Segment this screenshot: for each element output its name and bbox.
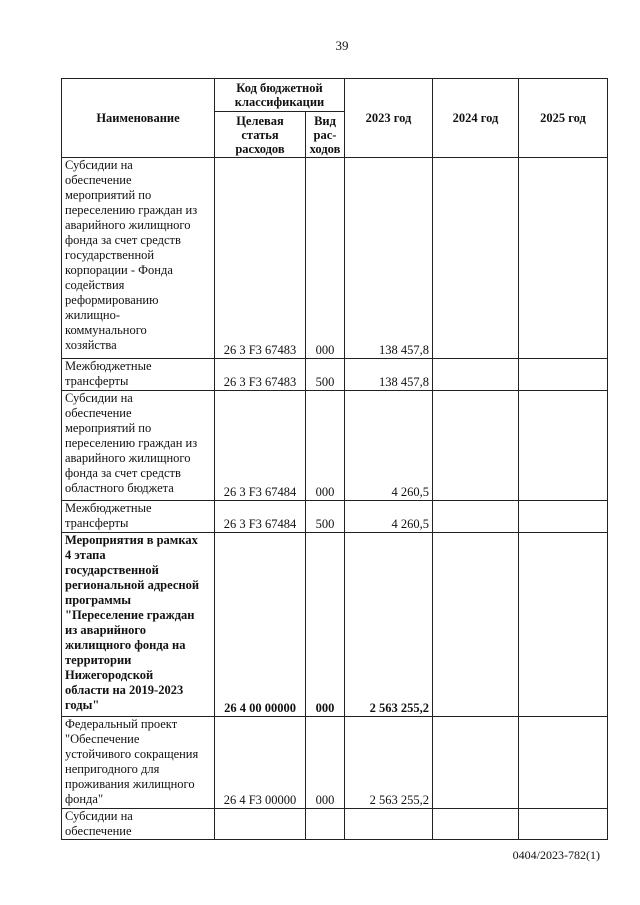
row-target-code: 26 3 F3 67484 bbox=[215, 391, 306, 501]
row-target-code: 26 3 F3 67484 bbox=[215, 501, 306, 533]
row-value-2024 bbox=[433, 717, 519, 809]
row-value-2023: 2 563 255,2 bbox=[345, 533, 433, 717]
row-value-2024 bbox=[433, 501, 519, 533]
row-value-2023: 4 260,5 bbox=[345, 391, 433, 501]
row-value-2025 bbox=[519, 809, 608, 840]
row-name: Межбюджетные трансферты bbox=[62, 359, 215, 391]
row-value-2025 bbox=[519, 717, 608, 809]
row-value-2024 bbox=[433, 391, 519, 501]
row-name: Субсидии на обеспечение мероприятий по переселению граждан из аварийного жилищного фонда за счет средств государственной корпорации - Фонда содействия реформированию жилищно- коммунального хозяйства bbox=[62, 158, 215, 359]
row-value-2025 bbox=[519, 391, 608, 501]
header-row-top bbox=[62, 79, 608, 112]
page-number: 39 bbox=[335, 38, 349, 53]
row-value-2025 bbox=[519, 158, 608, 359]
table-row bbox=[62, 158, 608, 359]
row-expense-type bbox=[306, 809, 345, 840]
row-value-2025 bbox=[519, 501, 608, 533]
row-target-code: 26 4 00 00000 bbox=[215, 533, 306, 717]
row-value-2024 bbox=[433, 359, 519, 391]
header-code-group: Код бюджетной классификации bbox=[215, 79, 345, 112]
row-target-code: 26 3 F3 67483 bbox=[215, 158, 306, 359]
row-value-2023: 138 457,8 bbox=[345, 359, 433, 391]
row-value-2024 bbox=[433, 158, 519, 359]
row-name: Межбюджетные трансферты bbox=[62, 501, 215, 533]
document-code: 0404/2023-782(1) bbox=[512, 848, 600, 862]
row-expense-type: 000 bbox=[306, 391, 345, 501]
header-2025: 2025 год bbox=[519, 79, 608, 158]
header-2024: 2024 год bbox=[433, 79, 519, 158]
row-value-2023 bbox=[345, 809, 433, 840]
row-name: Субсидии на обеспечение мероприятий по переселению граждан из аварийного жилищного фонда за счет средств областного бюджета bbox=[62, 391, 215, 501]
row-target-code: 26 3 F3 67483 bbox=[215, 359, 306, 391]
row-expense-type: 000 bbox=[306, 158, 345, 359]
row-value-2023: 4 260,5 bbox=[345, 501, 433, 533]
header-expense-type: Вид рас-ходов bbox=[306, 112, 345, 158]
header-name: Наименование bbox=[62, 79, 215, 158]
table-row bbox=[62, 501, 608, 533]
table-row bbox=[62, 717, 608, 809]
table-row bbox=[62, 359, 608, 391]
table-row bbox=[62, 809, 608, 840]
row-expense-type: 500 bbox=[306, 359, 345, 391]
row-value-2025 bbox=[519, 359, 608, 391]
row-value-2023: 138 457,8 bbox=[345, 158, 433, 359]
row-expense-type: 500 bbox=[306, 501, 345, 533]
header-target-item: Целевая статья расходов bbox=[215, 112, 306, 158]
row-value-2025 bbox=[519, 533, 608, 717]
row-expense-type: 000 bbox=[306, 533, 345, 717]
table-row bbox=[62, 391, 608, 501]
row-target-code: 26 4 F3 00000 bbox=[215, 717, 306, 809]
row-value-2024 bbox=[433, 533, 519, 717]
table-row-section bbox=[62, 533, 608, 717]
row-target-code bbox=[215, 809, 306, 840]
row-value-2023: 2 563 255,2 bbox=[345, 717, 433, 809]
budget-table bbox=[61, 78, 608, 840]
row-value-2024 bbox=[433, 809, 519, 840]
row-name: Мероприятия в рамках 4 этапа государственной региональной адресной программы "Переселение граждан из аварийного жилищного фонда на территории Нижегородской области на 2019-2023 годы" bbox=[62, 533, 215, 717]
row-name: Субсидии на обеспечение bbox=[62, 809, 215, 840]
row-name: Федеральный проект "Обеспечение устойчивого сокращения непригодного для проживания жилищного фонда" bbox=[62, 717, 215, 809]
header-2023: 2023 год bbox=[345, 79, 433, 158]
row-expense-type: 000 bbox=[306, 717, 345, 809]
